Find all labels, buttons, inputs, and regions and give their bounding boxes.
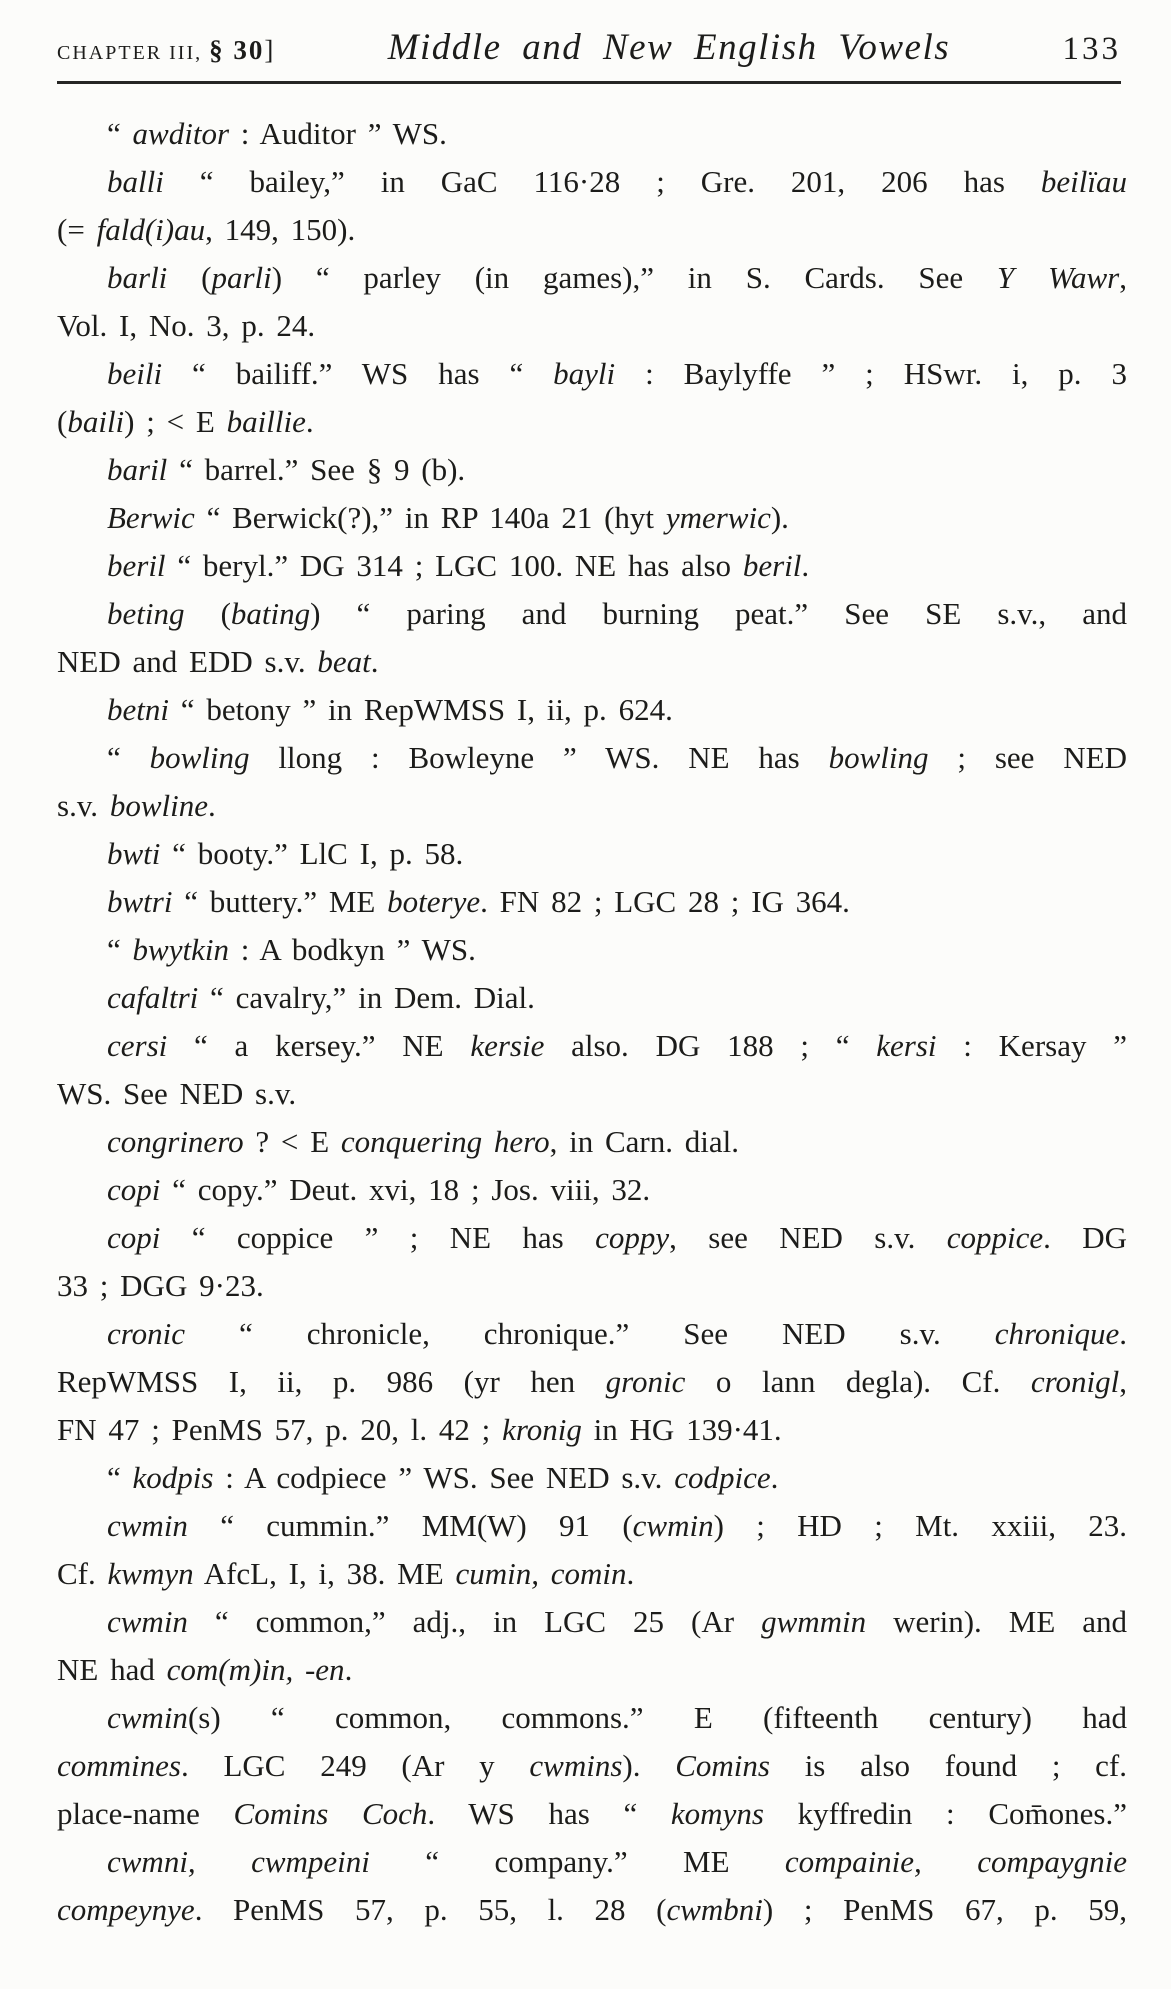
text-line	[57, 494, 1127, 542]
text-segment: .	[770, 1460, 779, 1495]
text-segment: “ beryl.” DG 314 ; LGC 100. NE has also	[165, 548, 743, 583]
text-segment: . PenMS 57, p. 55, l. 28 (	[194, 1892, 667, 1927]
italic-word: chronique	[994, 1316, 1120, 1351]
italic-word: Berwic	[107, 500, 195, 535]
text-segment: “ copy.” Deut. xvi, 18 ; Jos. viii, 32.	[160, 1172, 651, 1207]
italic-word: conquering hero	[340, 1124, 550, 1159]
text-segment: is also found ; cf.	[769, 1748, 1127, 1783]
text-segment: , 149, 150).	[205, 212, 356, 247]
text-segment: kyffredin : Com̄ones.”	[763, 1796, 1127, 1831]
page-number: 133	[1062, 31, 1121, 67]
italic-word: cersi	[107, 1028, 168, 1063]
text-line	[57, 1502, 1127, 1550]
text-line	[57, 1742, 1127, 1790]
italic-word: beili	[107, 356, 163, 391]
text-segment: also. DG 188 ; “	[544, 1028, 877, 1063]
italic-word: Comins Coch	[233, 1796, 428, 1831]
text-segment: . WS has “	[427, 1796, 671, 1831]
text-segment: : Baylyffe ” ; HSwr. i, p. 3	[615, 356, 1127, 391]
text-segment: (	[57, 404, 68, 439]
italic-word: cronic	[107, 1316, 186, 1351]
text-line	[57, 1214, 1127, 1262]
italic-word: baili	[67, 404, 125, 439]
text-segment: NED and EDD s.v.	[57, 644, 318, 679]
italic-word: boterye	[387, 884, 481, 919]
italic-word: bwytkin	[132, 932, 229, 967]
italic-word: baril	[107, 452, 168, 487]
italic-word: cwmin	[107, 1604, 188, 1639]
text-segment: “ bailiff.” WS has “	[162, 356, 554, 391]
text-segment: AfcL, I, i, 38. ME	[193, 1556, 456, 1591]
italic-word: bayli	[553, 356, 616, 391]
text-segment: werin). ME and	[866, 1604, 1127, 1639]
text-line	[57, 830, 1127, 878]
running-head-chapter	[57, 34, 275, 67]
section-number: § 30	[209, 35, 265, 65]
italic-word: cwmin	[107, 1508, 188, 1543]
italic-word: coppy	[595, 1220, 670, 1255]
italic-word: beat	[317, 644, 371, 679]
italic-word: beril	[742, 548, 802, 583]
italic-word: cwmin	[107, 1700, 188, 1735]
text-segment: : A codpiece ” WS. See NED s.v.	[213, 1460, 675, 1495]
text-segment: “ barrel.” See § 9 (b).	[167, 452, 466, 487]
text-line	[57, 1790, 1127, 1838]
text-segment: ) ; < E	[124, 404, 227, 439]
italic-word: coppice	[946, 1220, 1044, 1255]
text-segment: Cf.	[57, 1556, 108, 1591]
text-segment: .	[626, 1556, 635, 1591]
text-segment: WS. See NED s.v.	[57, 1076, 297, 1111]
body-text	[0, 84, 1171, 1934]
text-segment: (	[184, 596, 231, 631]
italic-word: bwti	[107, 836, 161, 871]
text-segment: “	[107, 1460, 133, 1495]
text-line	[57, 254, 1127, 302]
italic-word: cwmbni	[666, 1892, 763, 1927]
text-segment: , in Carn. dial.	[549, 1124, 740, 1159]
italic-word: compeynye	[57, 1892, 195, 1927]
page-header	[0, 0, 1171, 69]
text-segment: FN 47 ; PenMS 57, p. 20, l. 42 ;	[57, 1412, 503, 1447]
running-head-title: Middle and New English Vowels	[387, 27, 951, 68]
text-segment: in HG 139·41.	[581, 1412, 782, 1447]
italic-word: barli	[107, 260, 168, 295]
italic-word: bwtri	[107, 884, 173, 919]
text-line	[57, 926, 1127, 974]
italic-word: betni	[107, 692, 169, 727]
italic-word: beting	[107, 596, 185, 631]
text-line	[57, 1358, 1127, 1406]
text-line	[57, 878, 1127, 926]
text-segment: .	[370, 644, 379, 679]
text-segment: “ Berwick(?),” in RP 140a 21 (hyt	[194, 500, 666, 535]
italic-word: kwmyn	[107, 1556, 194, 1591]
text-segment: “ coppice ” ; NE has	[160, 1220, 596, 1255]
text-segment: .	[801, 548, 810, 583]
text-segment: .	[305, 404, 314, 439]
text-segment: “ booty.” LlC I, p. 58.	[160, 836, 464, 871]
text-line	[57, 1550, 1127, 1598]
text-line	[57, 1022, 1127, 1070]
text-segment: “ common,” adj., in LGC 25 (Ar	[187, 1604, 762, 1639]
italic-word: cafaltri	[107, 980, 199, 1015]
italic-word: commines	[57, 1748, 181, 1783]
text-segment: Vol. I, No. 3, p. 24.	[57, 308, 316, 343]
text-segment: (	[167, 260, 212, 295]
text-line	[57, 590, 1127, 638]
italic-word: bowling	[828, 740, 929, 775]
text-segment: s.v.	[57, 788, 110, 823]
text-segment: “ cummin.” MM(W) 91 (	[187, 1508, 633, 1543]
italic-word: bowline	[109, 788, 209, 823]
text-segment: ,	[1119, 260, 1127, 295]
text-line	[57, 350, 1127, 398]
italic-word: kronig	[502, 1412, 582, 1447]
text-line	[57, 206, 1127, 254]
text-segment: (=	[57, 212, 97, 247]
italic-word: beilïau	[1040, 164, 1127, 199]
text-segment: “ chronicle, chronique.” See NED s.v.	[185, 1316, 995, 1351]
text-segment: . FN 82 ; LGC 28 ; IG 364.	[480, 884, 850, 919]
text-segment: “	[107, 932, 133, 967]
text-segment: .	[344, 1652, 353, 1687]
italic-word: beril	[107, 548, 166, 583]
text-segment: o lann degla). Cf.	[685, 1364, 1031, 1399]
italic-word: cwmin	[632, 1508, 714, 1543]
text-line	[57, 1694, 1127, 1742]
italic-word: ymerwic	[665, 500, 771, 535]
italic-word: Comins	[675, 1748, 770, 1783]
italic-word: parli	[211, 260, 272, 295]
italic-word: komyns	[670, 1796, 764, 1831]
text-line	[57, 302, 1127, 350]
text-line	[57, 1598, 1127, 1646]
text-segment: ).	[622, 1748, 676, 1783]
text-segment: “ company.” ME	[369, 1844, 785, 1879]
italic-word: compainie, compaygnie	[784, 1844, 1127, 1879]
text-segment: place-name	[57, 1796, 234, 1831]
section-bracket: ]	[264, 35, 276, 65]
text-line	[57, 1406, 1127, 1454]
text-line	[57, 1262, 1127, 1310]
italic-word: kodpis	[132, 1460, 214, 1495]
italic-word: bowling	[149, 740, 250, 775]
text-line	[57, 974, 1127, 1022]
italic-word: cwmins	[529, 1748, 623, 1783]
text-segment: . LGC 249 (Ar y	[180, 1748, 530, 1783]
italic-word: awditor	[132, 116, 230, 151]
text-segment: “ betony ” in RepWMSS I, ii, p. 624.	[169, 692, 673, 727]
italic-word: bating	[230, 596, 311, 631]
italic-word: congrinero	[107, 1124, 244, 1159]
italic-word: copi	[107, 1172, 161, 1207]
italic-word: kersi	[876, 1028, 937, 1063]
text-line	[57, 782, 1127, 830]
italic-word: copi	[107, 1220, 161, 1255]
italic-word: fald(i)au	[96, 212, 206, 247]
text-line	[57, 1310, 1127, 1358]
text-segment: “	[107, 116, 133, 151]
text-segment: NE had	[57, 1652, 167, 1687]
text-segment: . DG	[1043, 1220, 1127, 1255]
text-segment: ? < E	[243, 1124, 341, 1159]
text-segment: : Kersay ”	[936, 1028, 1127, 1063]
text-line	[57, 1646, 1127, 1694]
italic-word: Y Wawr	[996, 260, 1120, 295]
text-segment: .	[208, 788, 216, 823]
text-segment: ; see NED	[928, 740, 1127, 775]
text-segment: ) “ paring and burning peat.” See SE s.v., and	[310, 596, 1127, 631]
text-line	[57, 446, 1127, 494]
text-line	[57, 1838, 1127, 1886]
text-line	[57, 638, 1127, 686]
text-segment: : Auditor ” WS.	[229, 116, 447, 151]
text-line	[57, 1454, 1127, 1502]
text-segment: llong : Bowleyne ” WS. NE has	[249, 740, 829, 775]
italic-word: balli	[107, 164, 164, 199]
text-segment: 33 ; DGG 9·23.	[57, 1268, 264, 1303]
text-segment: “ buttery.” ME	[172, 884, 388, 919]
text-line	[57, 1070, 1127, 1118]
text-segment: ).	[770, 500, 789, 535]
text-segment: ,	[1119, 1364, 1128, 1399]
text-line	[57, 734, 1127, 782]
text-line	[57, 398, 1127, 446]
italic-word: com(m)in, -en	[166, 1652, 345, 1687]
italic-word: gronic	[605, 1364, 686, 1399]
text-line	[57, 1886, 1127, 1934]
text-line	[57, 1166, 1127, 1214]
text-line	[57, 110, 1127, 158]
text-segment: “	[107, 740, 150, 775]
italic-word: codpice	[674, 1460, 771, 1495]
text-segment: : A bodkyn ” WS.	[228, 932, 476, 967]
italic-word: cwmni, cwmpeini	[107, 1844, 370, 1879]
italic-word: baillie	[226, 404, 306, 439]
text-segment: (s) “ common, commons.” E (fifteenth century) had	[187, 1700, 1127, 1735]
text-line	[57, 158, 1127, 206]
text-segment: “ cavalry,” in Dem. Dial.	[198, 980, 535, 1015]
text-line	[57, 542, 1127, 590]
italic-word: kersie	[470, 1028, 545, 1063]
italic-word: cronigl	[1030, 1364, 1120, 1399]
italic-word: cumin, comin	[455, 1556, 627, 1591]
text-segment: .	[1119, 1316, 1127, 1351]
text-segment: “ a kersey.” NE	[167, 1028, 471, 1063]
text-segment: “ bailey,” in GaC 116·28 ; Gre. 201, 206 has	[163, 164, 1041, 199]
text-segment: ) “ parley (in games),” in S. Cards. See	[271, 260, 997, 295]
text-segment: ) ; PenMS 67, p. 59,	[762, 1892, 1127, 1927]
text-segment: , see NED s.v.	[669, 1220, 947, 1255]
chapter-label: Chapter III,	[57, 34, 210, 66]
italic-word: gwmmin	[761, 1604, 867, 1639]
text-line	[57, 1118, 1127, 1166]
text-segment: ) ; HD ; Mt. xxiii, 23.	[713, 1508, 1127, 1543]
text-line	[57, 686, 1127, 734]
text-segment: RepWMSS I, ii, p. 986 (yr hen	[57, 1364, 606, 1399]
